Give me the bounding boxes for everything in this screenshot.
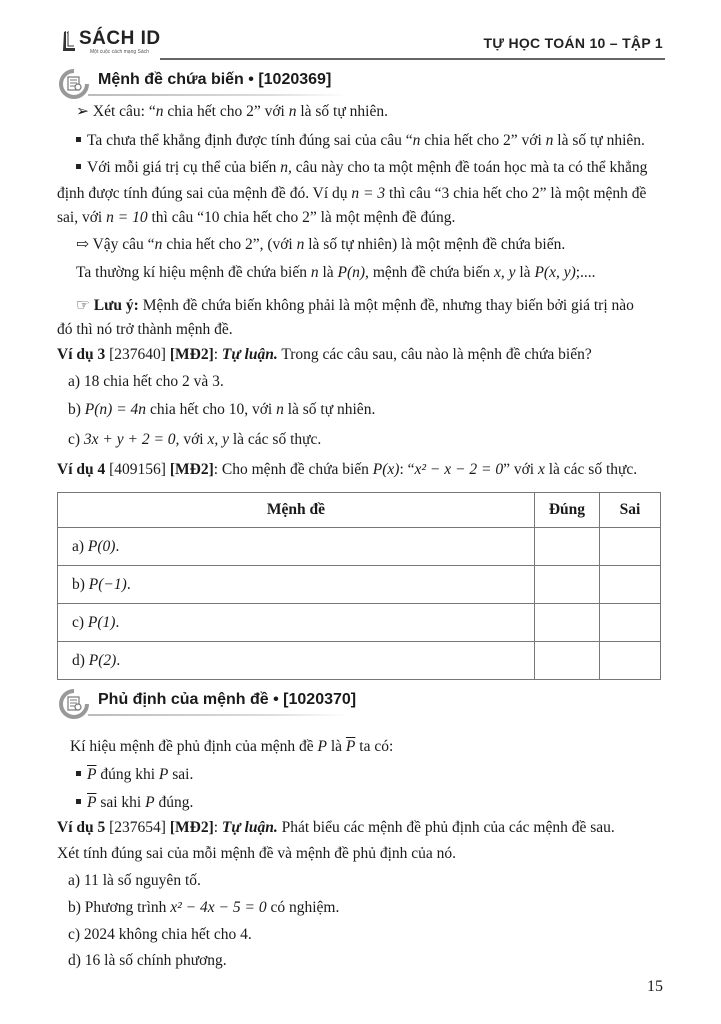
- example-5-question: Ví dụ 5 [237654] [MĐ2]: Tự luận. Phát biểu các mệnh đề phủ định của các mệnh đề sau.: [57, 819, 615, 836]
- proposition-cell: b) P(−1).: [58, 566, 535, 604]
- square-bullet-icon: [76, 799, 81, 804]
- false-answer-cell[interactable]: [600, 566, 661, 604]
- table-row: [58, 642, 661, 680]
- example-3-item: b) P(n) = 4n chia hết cho 10, với n là số tự nhiên.: [68, 401, 376, 418]
- logo-tagline: Một cuộc cách mạng Sách: [90, 49, 149, 55]
- example-3-question: Ví dụ 3 [237640] [MĐ2]: Tự luận. Trong các câu sau, câu nào là mệnh đề chứa biến?: [57, 346, 592, 363]
- paragraph-line: ⇨ Vậy câu “n chia hết cho 2”, (với n là số tự nhiên) là một mệnh đề chứa biến.: [76, 236, 566, 253]
- pointing-hand-icon: ☞: [76, 297, 94, 314]
- logo-text: SÁCH ID: [79, 28, 161, 49]
- header-divider: [160, 58, 665, 60]
- section-underline: [88, 94, 348, 96]
- column-header-true: Đúng: [534, 493, 599, 528]
- true-answer-cell[interactable]: [534, 604, 599, 642]
- square-bullet-icon: [76, 164, 81, 169]
- proposition-cell: d) P(2).: [58, 642, 535, 680]
- book-logo-icon: [62, 30, 76, 52]
- example-3-item: a) 18 chia hết cho 2 và 3.: [68, 373, 224, 390]
- column-header-false: Sai: [600, 493, 661, 528]
- paragraph-line: ➢ Xét câu: “n chia hết cho 2” với n là số tự nhiên.: [76, 103, 388, 120]
- example-5-question: Xét tính đúng sai của mỗi mệnh đề và mệnh đề phủ định của nó.: [57, 845, 457, 862]
- true-answer-cell[interactable]: [534, 642, 599, 680]
- true-false-table: [57, 492, 661, 680]
- table-row: [58, 528, 661, 566]
- section-heading: [58, 68, 458, 100]
- true-answer-cell[interactable]: [534, 528, 599, 566]
- document-search-icon: [58, 688, 90, 720]
- section-heading: [58, 688, 458, 720]
- paragraph-line: định được tính đúng sai của mệnh đề đó. Ví dụ n = 3 thì câu “3 chia hết cho 2” là một mệnh đề: [57, 185, 647, 202]
- example-5-item: b) Phương trình x² − 4x − 5 = 0 có nghiệm.: [68, 899, 340, 916]
- bullet-line: $\overline{P}$ đúng khi P sai.: [76, 765, 193, 785]
- example-5-item: d) 16 là số chính phương.: [68, 952, 227, 969]
- bullet-line: $\overline{P}$ sai khi P đúng.: [76, 793, 193, 813]
- false-answer-cell[interactable]: [600, 604, 661, 642]
- section-title: Phủ định của mệnh đề • [1020370]: [98, 691, 357, 708]
- false-answer-cell[interactable]: [600, 528, 661, 566]
- sach-id-logo: [62, 28, 182, 56]
- table-row: [58, 566, 661, 604]
- proposition-cell: c) P(1).: [58, 604, 535, 642]
- example-5-item: a) 11 là số nguyên tố.: [68, 872, 201, 889]
- note-line: đó thì nó trở thành mệnh đề.: [57, 321, 233, 338]
- page-number: 15: [647, 978, 663, 995]
- note-line: ☞ Lưu ý: Mệnh đề chứa biến không phải là một mệnh đề, nhưng thay biến bởi giá trị nào: [76, 297, 634, 314]
- paragraph-line: Với mỗi giá trị cụ thể của biến n, câu này cho ta một mệnh đề toán học mà ta có thể khẳng: [76, 158, 647, 178]
- book-title: TỰ HỌC TOÁN 10 – TẬP 1: [483, 35, 663, 51]
- document-search-icon: [58, 68, 90, 100]
- proposition-cell: a) P(0).: [58, 528, 535, 566]
- false-answer-cell[interactable]: [600, 642, 661, 680]
- paragraph-line: Ta chưa thể khẳng định được tính đúng sai của câu “n chia hết cho 2” với n là số tự nhiên.: [76, 131, 645, 151]
- paragraph-line: Kí hiệu mệnh đề phủ định của mệnh đề P là $\overline{P}$ ta có:: [70, 738, 394, 755]
- paragraph-line: Ta thường kí hiệu mệnh đề chứa biến n là P(n), mệnh đề chứa biến x, y là P(x, y);....: [76, 264, 596, 281]
- true-answer-cell[interactable]: [534, 566, 599, 604]
- square-bullet-icon: [76, 771, 81, 776]
- section-title: Mệnh đề chứa biến • [1020369]: [98, 71, 332, 88]
- section-underline: [88, 714, 348, 716]
- example-4-question: Ví dụ 4 [409156] [MĐ2]: Cho mệnh đề chứa biến P(x): “x² − x − 2 = 0” với x là các số thực.: [57, 461, 638, 478]
- example-5-item: c) 2024 không chia hết cho 4.: [68, 926, 252, 943]
- table-row: [58, 604, 661, 642]
- paragraph-line: sai, với n = 10 thì câu “10 chia hết cho 2” là một mệnh đề đúng.: [57, 209, 456, 226]
- right-arrow-icon: ⇨: [76, 236, 93, 253]
- column-header-proposition: Mệnh đề: [58, 493, 535, 528]
- table-header-row: [58, 493, 661, 528]
- example-3-item: c) 3x + y + 2 = 0, với x, y là các số thực.: [68, 431, 322, 448]
- arrow-bullet-icon: ➢: [76, 103, 93, 120]
- square-bullet-icon: [76, 137, 81, 142]
